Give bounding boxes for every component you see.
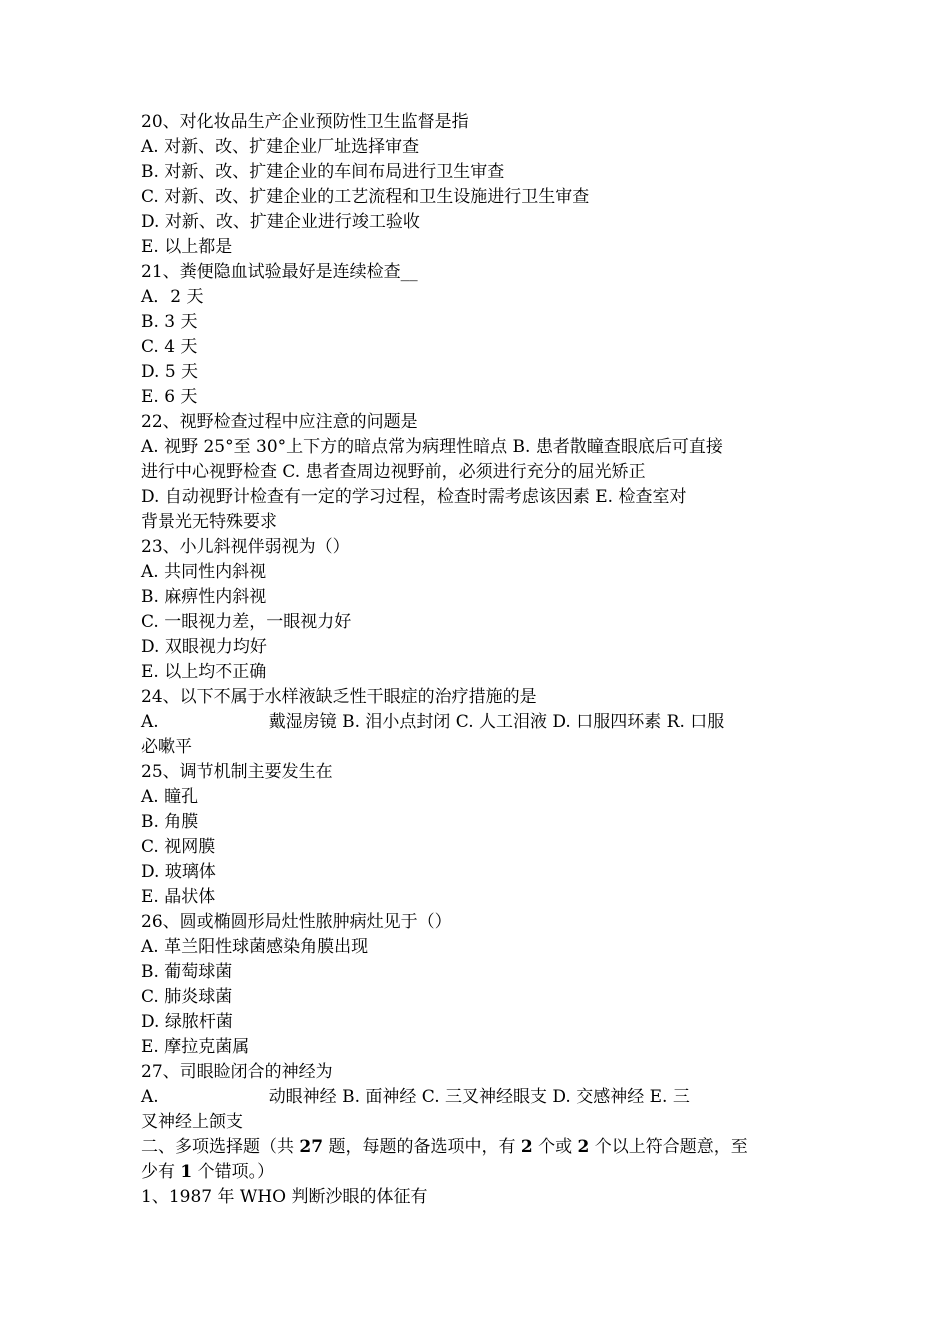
q26-option-b: B. 葡萄球菌: [141, 962, 233, 982]
section-2-heading-line-1: 二、多项选择题（共 27 题，每题的备选项中，有 2 个或 2 个以上符合题意，至: [141, 1137, 748, 1157]
q23-option-e: E. 以上均不正确: [141, 662, 267, 682]
mq1-stem: 1、1987 年 WHO 判断沙眼的体征有: [141, 1187, 428, 1207]
q23-option-b: B. 麻痹性内斜视: [141, 587, 267, 607]
q25-option-d: D. 玻璃体: [141, 862, 216, 882]
q20-option-b: B. 对新、改、扩建企业的车间布局进行卫生审查: [141, 162, 505, 182]
q27-stem: 27、司眼睑闭合的神经为: [141, 1062, 333, 1082]
q23-option-d: D. 双眼视力均好: [141, 637, 267, 657]
q21-option-d: D. 5 天: [141, 362, 199, 382]
q23-option-c: C. 一眼视力差，一眼视力好: [141, 612, 352, 632]
q26-option-e: E. 摩拉克菌属: [141, 1037, 250, 1057]
q21-option-c: C. 4 天: [141, 337, 198, 357]
q20-option-a: A. 对新、改、扩建企业厂址选择审查: [141, 137, 420, 157]
q25-stem: 25、调节机制主要发生在: [141, 762, 333, 782]
question-count: 27: [299, 1137, 324, 1157]
q21-stem: 21、粪便隐血试验最好是连续检查__: [141, 262, 418, 282]
q27-options-line-1: [141, 1085, 821, 1110]
question-list: [141, 110, 821, 1210]
q24-stem: 24、以下不属于水样液缺乏性干眼症的治疗措施的是: [141, 687, 537, 707]
q21-option-a: A．2 天: [141, 287, 204, 307]
q22-options-line-1: A. 视野 25°至 30°上下方的暗点常为病理性暗点 B. 患者散瞳查眼底后可直接: [141, 437, 723, 457]
q25-option-a: A. 瞳孔: [141, 787, 199, 807]
q26-option-a: A. 革兰阳性球菌感染角膜出现: [141, 937, 369, 957]
q22-options-line-3: D. 自动视野计检查有一定的学习过程，检查时需考虑该因素 E. 检查室对: [141, 487, 687, 507]
q20-option-d: D. 对新、改、扩建企业进行竣工验收: [141, 212, 420, 232]
q20-stem: 20、对化妆品生产企业预防性卫生监督是指: [141, 112, 469, 132]
q24-option-label: A.: [141, 712, 159, 732]
q22-options-line-4: 背景光无特殊要求: [141, 512, 277, 532]
q27-options-text: 动眼神经 B. 面神经 C. 三叉神经眼支 D. 交感神经 E. 三: [268, 1087, 690, 1107]
q24-options-text: 戴湿房镜 B. 泪小点封闭 C. 人工泪液 D. 口服四环素 R. 口服: [268, 712, 725, 732]
q27-option-label: A.: [141, 1087, 159, 1107]
q22-stem: 22、视野检查过程中应注意的问题是: [141, 412, 418, 432]
q25-option-b: B. 角膜: [141, 812, 199, 832]
q24-options-line-1: [141, 710, 821, 735]
q26-option-d: D. 绿脓杆菌: [141, 1012, 233, 1032]
q25-option-e: E. 晶状体: [141, 887, 216, 907]
q21-option-b: B. 3 天: [141, 312, 198, 332]
q20-option-e: E. 以上都是: [141, 237, 233, 257]
q22-options-line-2: 进行中心视野检查 C. 患者查周边视野前，必须进行充分的屈光矫正: [141, 462, 646, 482]
q20-option-c: C. 对新、改、扩建企业的工艺流程和卫生设施进行卫生审查: [141, 187, 590, 207]
q21-option-e: E. 6 天: [141, 387, 198, 407]
q27-options-line-2: 叉神经上颌支: [141, 1112, 243, 1132]
q24-options-line-2: 必嗽平: [141, 737, 192, 757]
q23-option-a: A. 共同性内斜视: [141, 562, 267, 582]
q26-stem: 26、圆或椭圆形局灶性脓肿病灶见于（）: [141, 912, 452, 932]
q25-option-c: C. 视网膜: [141, 837, 216, 857]
section-2-heading-line-2: 少有 1 个错项。）: [141, 1162, 275, 1182]
q23-stem: 23、小儿斜视伴弱视为（）: [141, 537, 350, 557]
q26-option-c: C. 肺炎球菌: [141, 987, 233, 1007]
